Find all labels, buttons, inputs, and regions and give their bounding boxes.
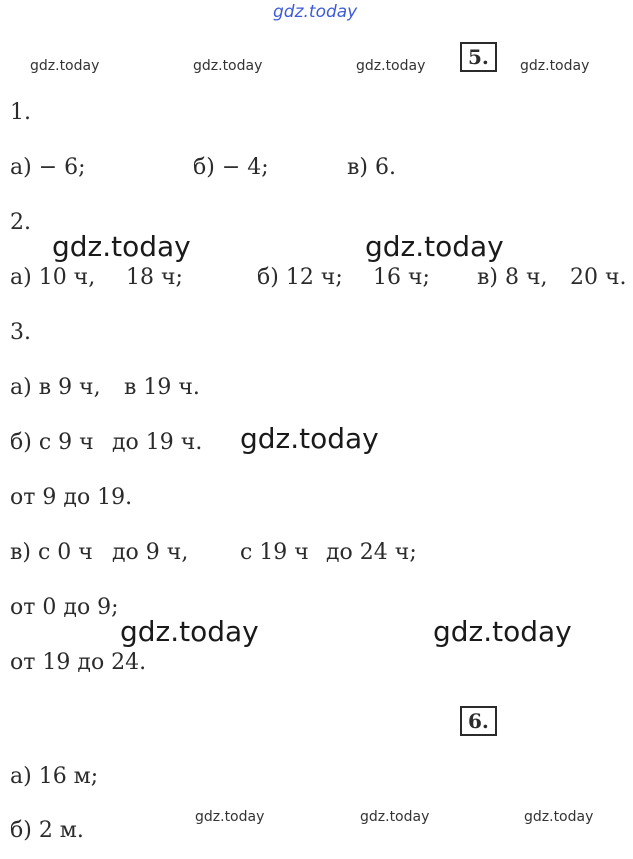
- answer-a: а) − 6;: [10, 155, 86, 180]
- answer-b: б) − 4;: [193, 155, 269, 180]
- answer-b: б) 2 м.: [10, 818, 84, 843]
- watermark: gdz.today: [195, 809, 265, 825]
- answer-c-range: от 0 до 9;: [10, 595, 119, 620]
- task-number-5: 5.: [460, 42, 497, 72]
- answer-b: б) с 9 ч: [10, 430, 94, 455]
- answer-a: а) в 9 ч,: [10, 375, 101, 400]
- watermark: gdz.today: [356, 58, 426, 74]
- answer-b-second: до 19 ч.: [112, 430, 203, 455]
- answer-c-range-second: от 19 до 24.: [10, 650, 147, 675]
- answer-c-fourth: до 24 ч;: [326, 540, 417, 565]
- watermark: gdz.today: [360, 809, 430, 825]
- answer-c: в) 6.: [347, 155, 396, 180]
- answer-c-second: 20 ч.: [570, 265, 627, 290]
- watermark-large: gdz.today: [433, 615, 572, 648]
- watermark-top: gdz.today: [273, 2, 358, 22]
- answer-a: а) 16 м;: [10, 764, 99, 789]
- answer-b: б) 12 ч;: [257, 265, 343, 290]
- question-number: 3.: [10, 320, 31, 345]
- watermark-large: gdz.today: [52, 230, 191, 263]
- answer-c-third: с 19 ч: [240, 540, 309, 565]
- watermark-large: gdz.today: [240, 422, 379, 455]
- watermark: gdz.today: [524, 809, 594, 825]
- answer-c-second: до 9 ч,: [112, 540, 189, 565]
- watermark-large: gdz.today: [120, 615, 259, 648]
- question-number: 2.: [10, 210, 31, 235]
- watermark: gdz.today: [193, 58, 263, 74]
- answer-c: в) с 0 ч: [10, 540, 93, 565]
- answer-a-second: 18 ч;: [126, 265, 183, 290]
- watermark: gdz.today: [30, 58, 100, 74]
- watermark-large: gdz.today: [365, 230, 504, 263]
- answer-b-second: 16 ч;: [373, 265, 430, 290]
- question-number: 1.: [10, 100, 31, 125]
- answer-b-range: от 9 до 19.: [10, 485, 133, 510]
- task-number-6: 6.: [460, 706, 497, 736]
- watermark: gdz.today: [520, 58, 590, 74]
- answer-c: в) 8 ч,: [477, 265, 548, 290]
- answer-a: а) 10 ч,: [10, 265, 96, 290]
- answer-a-second: в 19 ч.: [124, 375, 200, 400]
